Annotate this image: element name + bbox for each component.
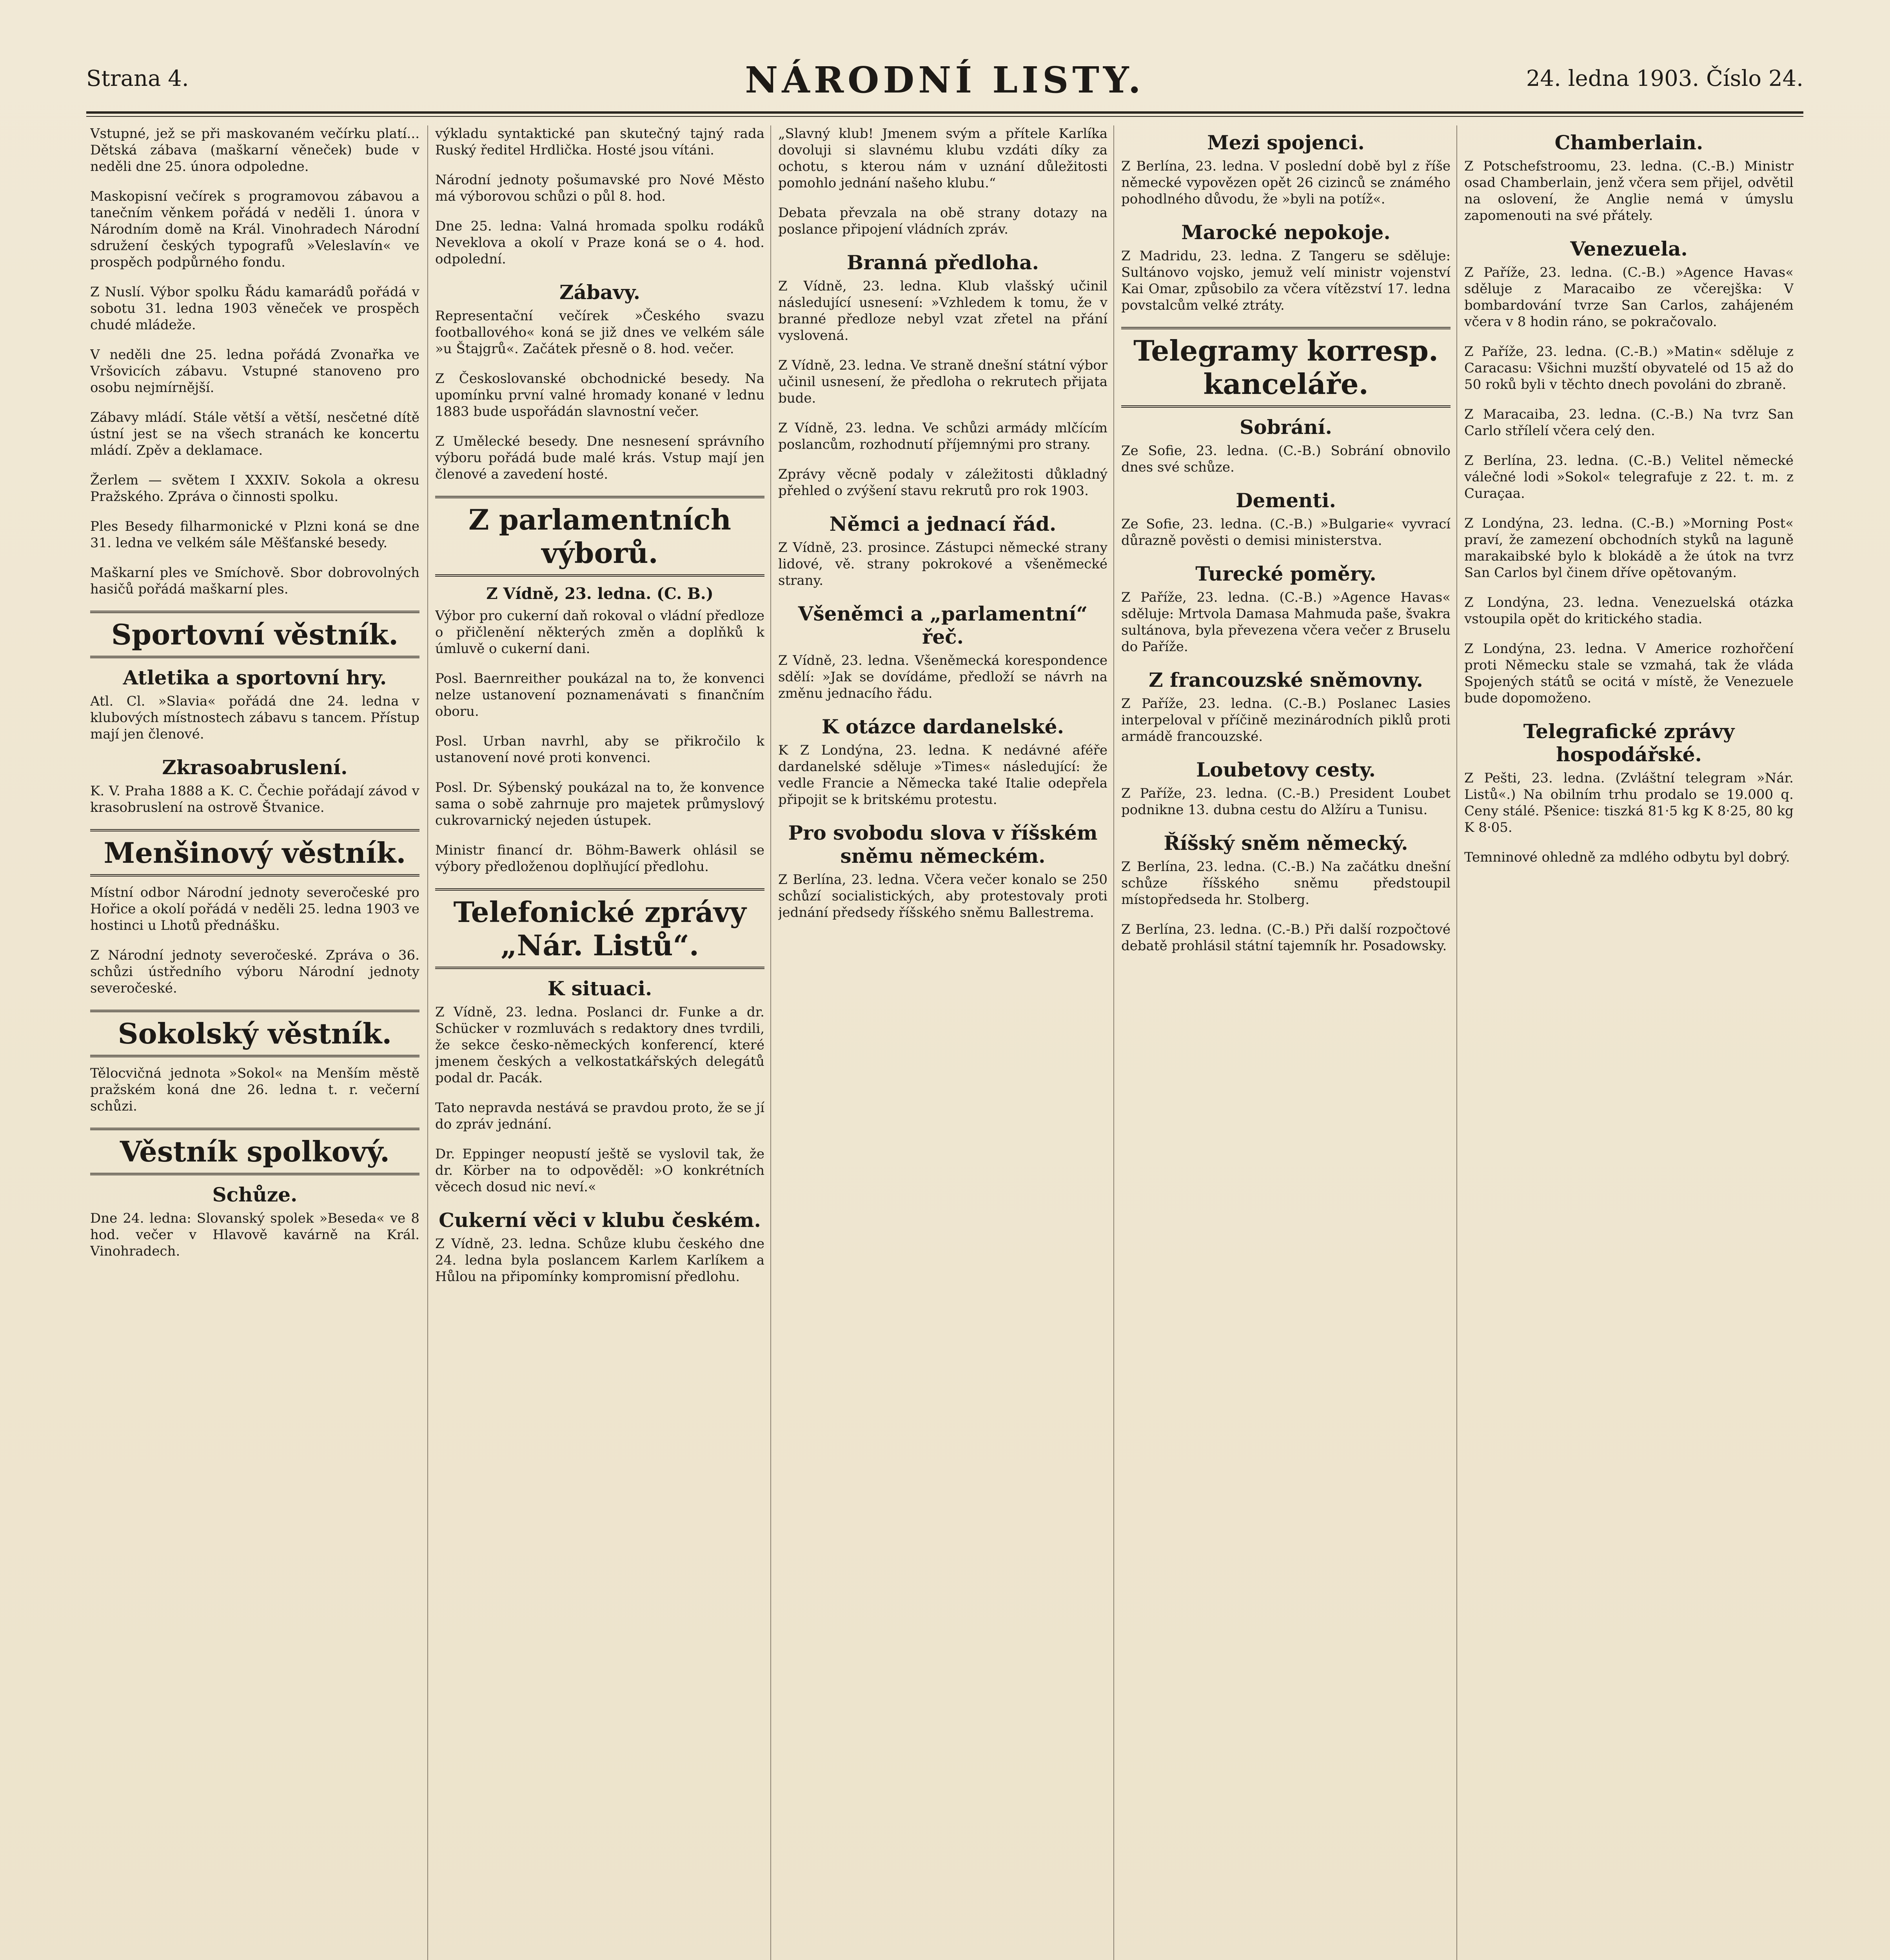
article-heading: Zkrasoabruslení. bbox=[162, 756, 348, 779]
article-text: Ministr financí dr. Böhm-Bawerk ohlásil se výbory předloženou doplňující předlohu. bbox=[435, 842, 764, 875]
article-text: V neděli dne 25. ledna pořádá Zvonařka ve Vršovicích zábavu. Vstupné stanoveno pro osobu nejmírnější. bbox=[90, 347, 419, 396]
article-text: Z Vídně, 23. prosince. Zástupci německé strany lidové, vě. strany pokrokové a všeněmecké strany. bbox=[778, 540, 1107, 588]
article-heading: K situaci. bbox=[547, 977, 652, 1000]
article-text: Z Českoslovanské obchodnické besedy. Na upomínku první valné hromady konané v lednu 1883 bude uspořádán slavnostní večer. bbox=[435, 371, 764, 419]
column-4 bbox=[1121, 125, 1451, 1960]
article-text: Z Vídně, 23. ledna. Ve straně dnešní státní výbor učinil usnesení, že předloha o rekrutech přijata bude. bbox=[778, 358, 1107, 406]
column-divider bbox=[1456, 125, 1457, 1960]
article-text: Z Paříže, 23. ledna. (C.-B.) »Agence Havas« sděluje z Maracaibo ze včerejška: V bombardování tvrze San Carlos, zahájeném včera v 8 hodin ráno, se pokračovalo. bbox=[1464, 265, 1794, 330]
masthead bbox=[86, 59, 1803, 106]
article-heading: Cukerní věci v klubu českém. bbox=[439, 1209, 761, 1232]
article-text: Z Pešti, 23. ledna. (Zvláštní telegram »Nár. Listů«.) Na obilním trhu prodalo se 19.000 q. Ceny stálé. Pšenice: tiszká 81·5 kg K 8·25, 80 kg K 8·05. bbox=[1464, 770, 1794, 835]
article-text: Z Maracaiba, 23. ledna. (C.-B.) Na tvrz San Carlo střílelí včera celý den. bbox=[1464, 407, 1794, 439]
article-heading: Atletika a sportovní hry. bbox=[123, 666, 387, 689]
article-text: Zábavy mládí. Stále větší a větší, nesčetné dítě ústní jest se na všech stranách ke koncertu mládí. Zpěv a deklamace. bbox=[90, 410, 419, 458]
article-text: Z Paříže, 23. ledna. (C.-B.) »Matin« sděluje z Caracasu: Všichni muzští obyvatelé od 15 až do 50 roků byli v těchto dnech povoláni do zbraně. bbox=[1464, 344, 1794, 392]
article-text: Maskopisní večírek s programovou zábavou a tanečním věnkem pořádá v neděli 1. února v Národním domě na Král. Vinohradech Národní sdružení českých typografů »Veleslavín« ve prospěch podpůrného fondu. bbox=[90, 189, 419, 270]
article-text: „Slavný klub! Jmenem svým a přítele Karlíka dovoluji si slavnému klubu vzdáti díky za ochotu, s kterou nám v uznání důležitosti pomohlo jednání našeho klubu.“ bbox=[778, 126, 1107, 191]
article-heading: Němci a jednací řád. bbox=[829, 512, 1057, 535]
article-text: Z Vídně, 23. ledna. Klub vlašský učinil následující usnesení: »Vzhledem k tomu, že v branné předloze nebyl vzat zřetel na přání vyslovená. bbox=[778, 278, 1107, 343]
article-text: Národní jednoty pošumavské pro Nové Město má výborovou schůzi o půl 8. hod. bbox=[435, 172, 764, 204]
article-heading: Říšský sněm německý. bbox=[1164, 831, 1408, 855]
column-1 bbox=[90, 125, 419, 1960]
article-text: Z Berlína, 23. ledna. (C.-B.) Na začátku dnešní schůze říšského sněmu předstoupil místopředseda hr. Stolberg. bbox=[1121, 859, 1451, 907]
section-heading: Věstník spolkový. bbox=[90, 1128, 419, 1175]
article-text: Z Madridu, 23. ledna. Z Tangeru se sděluje: Sultánovo vojsko, jemuž velí ministr vojenství Kai Omar, způsobilo za včera vítězství 17. ledna povstalcům velké ztráty. bbox=[1121, 248, 1451, 313]
article-text: Ze Sofie, 23. ledna. (C.-B.) »Bulgarie« vyvrací důrazně pověsti o demisi ministerstva. bbox=[1121, 516, 1451, 548]
section-heading: Sokolský věstník. bbox=[90, 1010, 419, 1057]
article-text: Z Vídně, 23. ledna. Poslanci dr. Funke a dr. Schücker v rozmluvách s redaktory dnes tvrdili, že sekce česko-německých konferencí, které jmenem českých a velkostatkářských delegátů podal dr. Pacák. bbox=[435, 1004, 764, 1086]
column-5 bbox=[1464, 125, 1794, 1960]
article-text: Z Vídně, 23. ledna. Všeněmecká korespondence sdělí: »Jak se dovídáme, předloží se návrh na změnu jednacího řádu. bbox=[778, 653, 1107, 701]
column-divider bbox=[1113, 125, 1114, 1960]
article-text: Dne 24. ledna: Slovanský spolek »Beseda« ve 8 hod. večer v Hlavově kavárně na Král. Vinohradech. bbox=[90, 1210, 419, 1259]
section-heading: Sportovní věstník. bbox=[90, 611, 419, 658]
article-heading: Turecké poměry. bbox=[1195, 562, 1376, 585]
article-text: Ze Sofie, 23. ledna. (C.-B.) Sobrání obnovilo dnes své schůze. bbox=[1121, 443, 1451, 475]
article-text: Atl. Cl. »Slavia« pořádá dne 24. ledna v klubových místnostech zábavu s tancem. Přístup mají jen členové. bbox=[90, 693, 419, 742]
article-heading: Loubetovy cesty. bbox=[1196, 758, 1376, 781]
article-heading: Mezi spojenci. bbox=[1207, 131, 1365, 154]
article-text: Z Národní jednoty severočeské. Zpráva o 36. schůzi ústředního výboru Národní jednoty severočeské. bbox=[90, 947, 419, 996]
article-text: Z Paříže, 23. ledna. (C.-B.) »Agence Havas« sděluje: Mrtvola Damasa Mahmuda paše, švakra sultánova, byla převezena včera večer z Bruselu do Paříže. bbox=[1121, 590, 1451, 655]
article-text: Vstupné, jež se při maskovaném večírku platí... Dětská zábava (maškarní věneček) bude v neděli dne 25. února odpoledne. bbox=[90, 126, 419, 174]
article-text: Z Londýna, 23. ledna. V Americe rozhořčení proti Německu stale se vzmahá, tak že vláda Spojených států se ocitá v místě, že Venezuele bude dopomoženo. bbox=[1464, 641, 1794, 706]
article-text: Místní odbor Národní jednoty severočeské pro Hořice a okolí pořádá v neděli 25. ledna 1903 ve hostinci u Lhotů přednášku. bbox=[90, 885, 419, 933]
article-text: Posl. Baernreither poukázal na to, že konvenci nelze ustanovení poznamenávati s finančním oboru. bbox=[435, 671, 764, 719]
section-heading: Telefonické zprávy „Nár. Listů“. bbox=[435, 888, 764, 969]
article-heading: Branná předloha. bbox=[846, 251, 1039, 274]
article-text: Z Vídně, 23. ledna. Ve schůzi armády mlčícím poslancům, rozhodnutí příjemnými pro strany. bbox=[778, 420, 1107, 452]
article-text: Posl. Urban navrhl, aby se přikročilo k ustanovení nové proti konvenci. bbox=[435, 733, 764, 766]
article-text: Maškarní ples ve Smíchově. Sbor dobrovolných hasičů pořádá maškarní ples. bbox=[90, 565, 419, 597]
article-text: Tělocvičná jednota »Sokol« na Menším městě pražském koná dne 26. ledna t. r. večerní schůzi. bbox=[90, 1065, 419, 1114]
article-text: Z Berlína, 23. ledna. V poslední době byl z říše německé vypovězen opět 26 cizinců se známého pohodlného důvodu, že »byli na potíž«. bbox=[1121, 158, 1451, 207]
article-text: Z Potschefstroomu, 23. ledna. (C.-B.) Ministr osad Chamberlain, jenž včera sem přijel, odvětil na oslovení, že Anglie nemá v úmyslu zapomenouti na své přátely. bbox=[1464, 158, 1794, 223]
article-heading: Pro svobodu slova v říšském sněmu německém. bbox=[788, 821, 1098, 867]
article-text: Žerlem — světem I XXXIV. Sokola a okresu Pražského. Zpráva o činnosti spolku. bbox=[90, 472, 419, 505]
article-text: Z Paříže, 23. ledna. (C.-B.) President Loubet podnikne 13. dubna cestu do Alžíru a Tunisu. bbox=[1121, 786, 1451, 818]
article-text: Z Paříže, 23. ledna. (C.-B.) Poslanec Lasies interpeloval v příčině mezinárodních piklů proti armádě francouzské. bbox=[1121, 696, 1451, 744]
article-heading: Z Vídně, 23. ledna. (C. B.) bbox=[486, 584, 714, 603]
column-2 bbox=[435, 125, 764, 1960]
article-text: Tato nepravda nestává se pravdou proto, že se jí do zpráv jednání. bbox=[435, 1100, 764, 1132]
section-heading: Z parlamentních výborů. bbox=[435, 496, 764, 577]
page-number: Strana 4. bbox=[86, 66, 189, 91]
article-heading: K otázce dardanelské. bbox=[822, 715, 1064, 738]
article-heading: Schůze. bbox=[212, 1183, 298, 1206]
masthead-rule bbox=[86, 111, 1803, 114]
article-heading: Z francouzské sněmovny. bbox=[1149, 668, 1423, 691]
article-heading: Dementi. bbox=[1236, 489, 1336, 512]
article-heading: Všeněmci a „parlamentní“ řeč. bbox=[798, 602, 1088, 648]
article-text: Z Berlína, 23. ledna. Včera večer konalo se 250 schůzí socialistických, aby protestovaly proti jednání předsedy říšského sněmu Ballestrema. bbox=[778, 872, 1107, 920]
article-text: K. V. Praha 1888 a K. C. Čechie pořádají závod v krasobruslení na ostrově Štvanice. bbox=[90, 783, 419, 815]
article-text: Výbor pro cukerní daň rokoval o vládní předloze o přičlenění některých změn a doplňků k úmluvě o cukerní dani. bbox=[435, 608, 764, 657]
article-text: Dne 25. ledna: Valná hromada spolku rodáků Neveklova a okolí v Praze koná se o 4. hod. odpolední. bbox=[435, 218, 764, 267]
article-text: Z Londýna, 23. ledna. (C.-B.) »Morning Post« praví, že zamezení obchodních styků na laguně marakaibské bylo k blokádě a že útok na tvrz San Carlos byl činem dříve opětovaným. bbox=[1464, 515, 1794, 581]
newspaper-title: NÁRODNÍ LISTY. bbox=[745, 59, 1145, 101]
article-heading: Marocké nepokoje. bbox=[1181, 221, 1391, 244]
article-text: výkladu syntaktické pan skutečný tajný rada Ruský ředitel Hrdlička. Hosté jsou vítáni. bbox=[435, 126, 764, 158]
article-text: Z Vídně, 23. ledna. Schůze klubu českého dne 24. ledna byla poslancem Karlem Karlíkem a Hůlou na připomínky kompromisní předlohu. bbox=[435, 1236, 764, 1285]
article-heading: Telegrafické zprávy hospodářské. bbox=[1523, 720, 1735, 766]
article-text: Posl. Dr. Sýbenský poukázal na to, že konvence sama o sobě zahrnuje pro majetek průmyslový cukrovarnický nejeden ústupek. bbox=[435, 780, 764, 828]
article-heading: Sobrání. bbox=[1240, 416, 1332, 439]
section-heading: Telegramy korresp. kanceláře. bbox=[1121, 327, 1451, 408]
section-heading: Menšinový věstník. bbox=[90, 829, 419, 877]
article-text: Z Berlína, 23. ledna. (C.-B.) Při další rozpočtové debatě prohlásil státní tajemník hr. Posadowsky. bbox=[1121, 922, 1451, 954]
column-divider bbox=[427, 125, 428, 1960]
article-text: Zprávy věcně podaly v záležitosti důkladný přehled o zvýšení stavu rekrutů pro rok 1903. bbox=[778, 466, 1107, 499]
masthead-rule-thin bbox=[86, 116, 1803, 117]
article-text: Representační večírek »Českého svazu footballového« koná se již dnes ve velkém sále »u Štajgrů«. Začátek přesně o 8. hod. večer. bbox=[435, 308, 764, 357]
column-3 bbox=[778, 125, 1107, 1960]
article-text: Debata převzala na obě strany dotazy na poslance připojení vládních zpráv. bbox=[778, 205, 1107, 237]
article-text: Z Berlína, 23. ledna. (C.-B.) Velitel německé válečné lodi »Sokol« telegrafuje z 22. t. m. z Curaçaa. bbox=[1464, 453, 1794, 501]
article-text: Z Umělecké besedy. Dne nesnesení správního výboru pořádá bude malé krás. Vstup mají jen členové a zavedení hosté. bbox=[435, 434, 764, 482]
issue-date: 24. ledna 1903. Číslo 24. bbox=[1526, 66, 1803, 91]
column-divider bbox=[770, 125, 771, 1960]
article-text: Z Nuslí. Výbor spolku Řádu kamarádů pořádá v sobotu 31. ledna 1903 věneček ve prospěch chudé mládeže. bbox=[90, 284, 419, 333]
article-heading: Zábavy. bbox=[559, 281, 641, 304]
article-text: Dr. Eppinger neopustí ještě se vyslovil tak, že dr. Körber na to odpověděl: »O konkrétních věcech dosud nic neví.« bbox=[435, 1146, 764, 1195]
article-text: K Z Londýna, 23. ledna. K nedávné aféře dardanelské sděluje »Times« následující: že vedle Francie a Německa také Italie odepřela připojit se k britskému protestu. bbox=[778, 742, 1107, 808]
article-text: Z Londýna, 23. ledna. Venezuelská otázka vstoupila opět do kritického stadia. bbox=[1464, 595, 1794, 627]
article-heading: Venezuela. bbox=[1570, 237, 1688, 260]
article-text: Ples Besedy filharmonické v Plzni koná se dne 31. ledna ve velkém sále Měšťanské besedy. bbox=[90, 519, 419, 551]
article-heading: Chamberlain. bbox=[1554, 131, 1703, 154]
article-text: Temninové ohledně za mdlého odbytu byl dobrý. bbox=[1464, 849, 1790, 865]
